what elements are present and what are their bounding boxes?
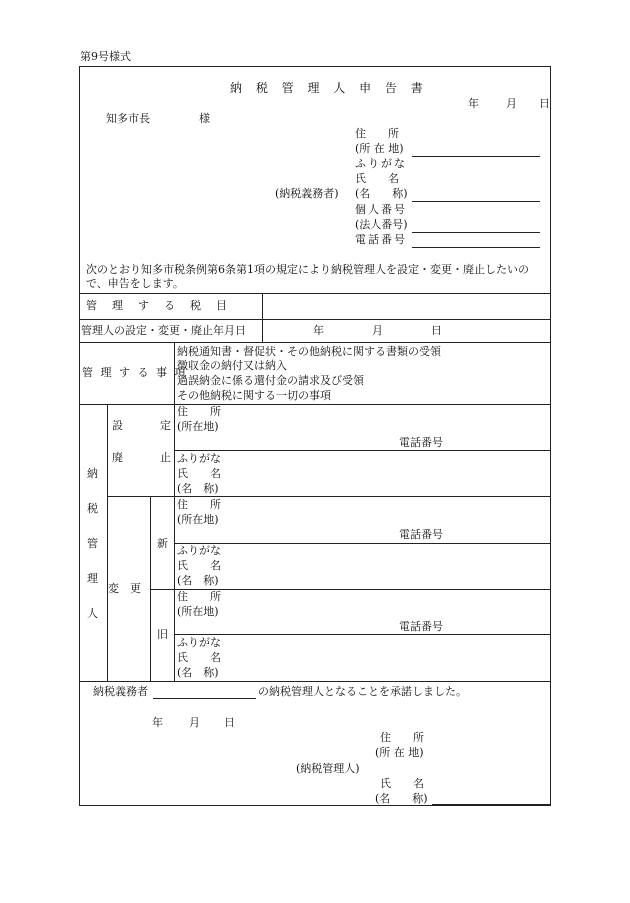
row-divider: [79, 293, 551, 294]
setup-name-label: 氏 名: [177, 467, 221, 480]
manager-label-char: 税: [87, 502, 98, 515]
consent-day: 日: [224, 716, 235, 729]
consent-taxpayer-line[interactable]: [153, 698, 256, 699]
declaration-text: 次のとおり知多市税条例第6条第1項の規定により納税管理人を設定・変更・廃止したいので、申告をします。: [86, 263, 529, 290]
consent-name-sub: (名 称): [375, 792, 428, 805]
honorific: 様: [199, 112, 210, 125]
matter-item: 過誤納金に係る還付金の請求及び受領: [177, 374, 364, 387]
new-furigana-label: ふりがな: [177, 544, 221, 557]
managed-tax-label: 管 理 す る 税 目: [86, 299, 229, 312]
old-furigana-label: ふりがな: [177, 636, 221, 649]
header-day: 日: [539, 97, 550, 110]
date-label: 管理人の設定・変更・廃止年月日: [81, 324, 246, 337]
col-divider: [150, 496, 151, 681]
setup-phone-label: 電話番号: [399, 436, 443, 449]
change-label: 変 更: [108, 582, 141, 595]
abolish-label-a: 廃: [112, 451, 123, 464]
setup-furigana-label: ふりがな: [177, 452, 221, 465]
consent-address-label: 住 所: [380, 731, 424, 744]
row-divider: [175, 450, 551, 451]
taxpayer-id-line[interactable]: [412, 232, 540, 233]
new-label: 新: [157, 537, 168, 550]
new-name-sub: (名 称): [177, 574, 219, 587]
consent-prefix: 納税義務者: [93, 685, 148, 698]
old-label: 旧: [157, 628, 168, 641]
manager-label-char: 理: [87, 572, 98, 585]
date-month: 月: [372, 324, 383, 337]
manager-label-char: 納: [87, 467, 98, 480]
taxpayer-furigana-label: ふりがな: [355, 157, 407, 170]
consent-role: (納税管理人): [296, 762, 360, 775]
old-name-sub: (名 称): [177, 666, 219, 679]
taxpayer-name-sub: (名 称): [355, 187, 408, 200]
manager-label-char: 人: [87, 607, 98, 620]
form-title: 納 税 管 理 人 申 告 書: [230, 81, 428, 95]
date-day: 日: [431, 324, 442, 337]
old-address-sub: (所在地): [177, 605, 219, 618]
new-phone-label: 電話番号: [399, 528, 443, 541]
addressee: 知多市長: [106, 112, 150, 125]
row-divider: [79, 404, 551, 405]
matter-item: 納税通知書・督促状・その他納税に関する書類の受領: [177, 345, 441, 358]
taxpayer-name-label: 氏 名: [355, 172, 399, 185]
taxpayer-id-sub: (法人番号): [355, 218, 408, 231]
taxpayer-id-label: 個人番号: [355, 203, 407, 216]
matter-item: その他納税に関する一切の事項: [177, 389, 331, 402]
row-divider: [79, 342, 551, 343]
new-address-sub: (所在地): [177, 513, 219, 526]
old-address-label: 住 所: [177, 590, 221, 603]
consent-suffix: の納税管理人となることを承諾しました。: [258, 685, 467, 698]
date-year: 年: [313, 324, 324, 337]
consent-month: 月: [189, 716, 200, 729]
row-divider: [79, 681, 551, 682]
new-address-label: 住 所: [177, 498, 221, 511]
col-divider: [262, 293, 263, 342]
matters-label: 管 理 す る 事 項: [82, 366, 188, 379]
manager-label-char: 管: [87, 537, 98, 550]
header-year: 年: [468, 97, 479, 110]
old-name-label: 氏 名: [177, 651, 221, 664]
col-divider: [107, 404, 108, 681]
row-divider: [79, 319, 551, 320]
taxpayer-phone-line[interactable]: [412, 247, 540, 248]
old-phone-label: 電話番号: [399, 620, 443, 633]
row-divider: [175, 543, 551, 544]
setup-name-sub: (名 称): [177, 482, 219, 495]
consent-name-label: 氏 名: [380, 777, 424, 790]
taxpayer-address-label: 住 所: [355, 127, 399, 140]
matter-item: 徴収金の納付又は納入: [177, 359, 287, 372]
new-name-label: 氏 名: [177, 559, 221, 572]
taxpayer-address-line[interactable]: [412, 156, 540, 157]
taxpayer-role: (納税義務者): [275, 187, 339, 200]
taxpayer-phone-label: 電話番号: [355, 233, 407, 246]
col-divider: [174, 342, 175, 681]
setup-address-label: 住 所: [177, 405, 221, 418]
taxpayer-address-sub: (所 在 地): [355, 142, 404, 155]
consent-year: 年: [152, 716, 163, 729]
setup-label-b: 定: [160, 419, 171, 432]
header-month: 月: [506, 97, 517, 110]
setup-label-a: 設: [112, 419, 123, 432]
form-number: 第9号様式: [80, 50, 131, 63]
setup-address-sub: (所在地): [177, 420, 219, 433]
consent-address-sub: (所 在 地): [375, 746, 424, 759]
abolish-label-b: 止: [160, 451, 171, 464]
taxpayer-name-line[interactable]: [412, 201, 540, 202]
row-divider: [175, 634, 551, 635]
consent-name-line[interactable]: [432, 804, 550, 805]
